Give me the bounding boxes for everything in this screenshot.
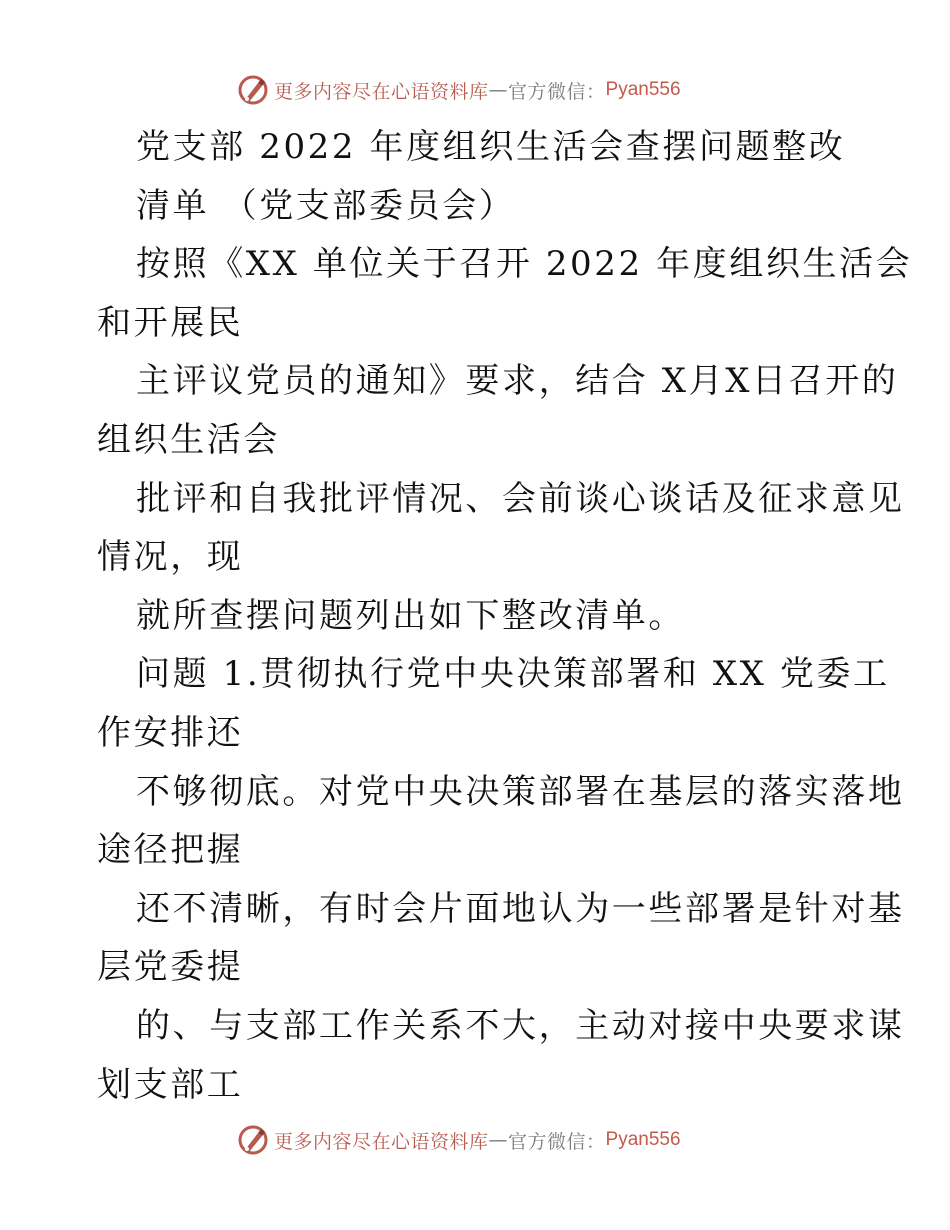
watermark-id: Pyan556 (605, 1129, 681, 1150)
watermark-id: Pyan556 (605, 79, 681, 100)
text-line: 情况，现 (97, 537, 244, 578)
text-line: 划支部工 (97, 1064, 244, 1105)
header-watermark (236, 72, 681, 108)
watermark-main-text: 更多内容尽在心语资料库 (274, 80, 489, 103)
text-line: 按照《XX 单位关于召开 2022 年度组织生活会 (136, 244, 913, 285)
watermark-separator: — (488, 79, 509, 101)
watermark-sub-text: 官方微信： (508, 80, 606, 103)
text-line: 组织生活会 (97, 419, 280, 460)
text-line: 党支部 2022 年度组织生活会查摆问题整改 (136, 127, 846, 167)
text-line: 还不清晰，有时会片面地认为一些部署是针对基 (136, 888, 905, 929)
document-body (97, 118, 913, 1114)
pen-logo-icon (236, 1123, 270, 1157)
text-line: 作安排还 (97, 712, 244, 753)
text-line: 和开展民 (97, 302, 244, 343)
footer-watermark (236, 1122, 681, 1158)
text-line: 清单 （党支部委员会） (136, 185, 516, 226)
text-line: 层党委提 (97, 947, 244, 988)
text-line: 批评和自我批评情况、会前谈心谈话及征求意见 (136, 478, 905, 519)
text-line: 就所查摆问题列出如下整改清单。 (136, 595, 685, 636)
text-line: 途径把握 (97, 830, 244, 871)
watermark-sub-text: 官方微信： (508, 1130, 606, 1153)
text-line: 的、与支部工作关系不大，主动对接中央要求谋 (136, 1005, 905, 1046)
watermark-main-text: 更多内容尽在心语资料库 (274, 1130, 489, 1153)
watermark-separator: — (488, 1129, 509, 1151)
text-line: 问题 1.贯彻执行党中央决策部署和 XX 党委工 (136, 654, 890, 695)
text-line: 不够彻底。对党中央决策部署在基层的落实落地 (136, 771, 905, 812)
text-line: 主评议党员的通知》要求，结合 X月X日召开的 (136, 361, 899, 402)
pen-logo-icon (236, 73, 270, 107)
